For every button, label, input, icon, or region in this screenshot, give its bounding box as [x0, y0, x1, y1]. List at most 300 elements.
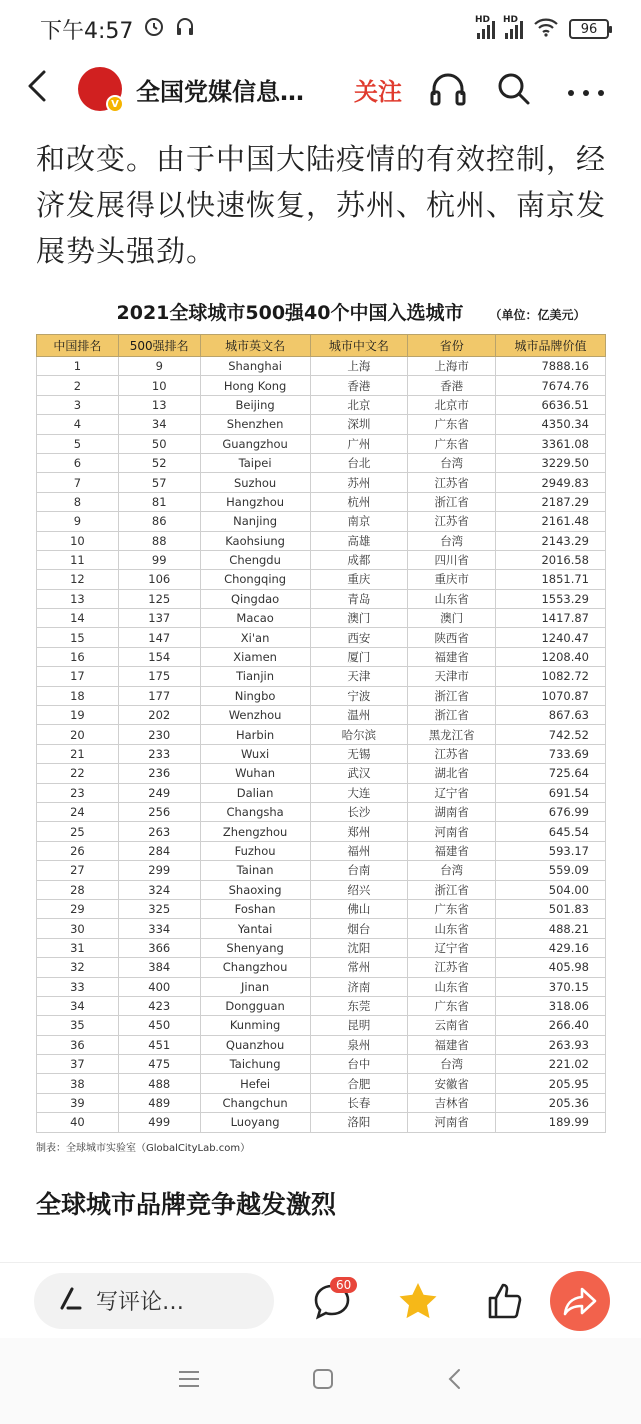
table-cell: Guangzhou: [200, 434, 310, 453]
like-button[interactable]: [476, 1273, 532, 1329]
table-cell: 福建省: [408, 1035, 496, 1054]
table-cell: 676.99: [496, 802, 606, 821]
hd-label: HD: [475, 15, 491, 25]
table-cell: 37: [37, 1055, 119, 1074]
table-cell: 福建省: [408, 841, 496, 860]
table-cell: 3: [37, 395, 119, 414]
table-cell: 泉州: [310, 1035, 408, 1054]
table-cell: 18: [37, 686, 119, 705]
table-cell: 9: [118, 357, 200, 376]
table-cell: 451: [118, 1035, 200, 1054]
table-row: [37, 996, 606, 1015]
ranking-table: [36, 334, 606, 1133]
table-cell: 南京: [310, 512, 408, 531]
table-cell: Luoyang: [200, 1113, 310, 1132]
table-cell: 四川省: [408, 550, 496, 569]
table-cell: 江苏省: [408, 512, 496, 531]
table-cell: 台湾: [408, 453, 496, 472]
table-cell: 236: [118, 764, 200, 783]
table-cell: 黑龙江省: [408, 725, 496, 744]
table-cell: 15: [37, 628, 119, 647]
table-cell: 1553.29: [496, 589, 606, 608]
table-cell: 重庆市: [408, 570, 496, 589]
table-cell: Jinan: [200, 977, 310, 996]
table-cell: 27: [37, 861, 119, 880]
table-cell: 8: [37, 492, 119, 511]
table-cell: 烟台: [310, 919, 408, 938]
table-cell: 3229.50: [496, 453, 606, 472]
table-cell: 陕西省: [408, 628, 496, 647]
table-cell: 81: [118, 492, 200, 511]
table-cell: 广东省: [408, 899, 496, 918]
table-cell: 38: [37, 1074, 119, 1093]
table-cell: 7: [37, 473, 119, 492]
column-header: 500强排名: [118, 335, 200, 357]
table-cell: 256: [118, 802, 200, 821]
table-cell: 台北: [310, 453, 408, 472]
table-cell: 浙江省: [408, 706, 496, 725]
column-header: 城市英文名: [200, 335, 310, 357]
hd-label: HD: [503, 15, 519, 25]
table-cell: 17: [37, 667, 119, 686]
table-cell: 北京市: [408, 395, 496, 414]
table-cell: 154: [118, 647, 200, 666]
table-cell: 北京: [310, 395, 408, 414]
table-cell: 189.99: [496, 1113, 606, 1132]
table-cell: Changzhou: [200, 958, 310, 977]
table-row: [37, 667, 606, 686]
table-cell: 2187.29: [496, 492, 606, 511]
table-row: [37, 725, 606, 744]
comment-placeholder: 写评论…: [96, 1290, 185, 1315]
table-cell: 147: [118, 628, 200, 647]
table-row: [37, 628, 606, 647]
table-title-row: [36, 298, 606, 334]
table-row: [37, 802, 606, 821]
table-cell: 合肥: [310, 1074, 408, 1093]
table-cell: 9: [37, 512, 119, 531]
table-row: [37, 357, 606, 376]
table-cell: Wuxi: [200, 744, 310, 763]
table-cell: 苏州: [310, 473, 408, 492]
table-cell: 湖南省: [408, 802, 496, 821]
table-cell: 昆明: [310, 1016, 408, 1035]
alarm-icon: [143, 15, 165, 43]
table-cell: 吉林省: [408, 1093, 496, 1112]
table-row: [37, 1093, 606, 1112]
table-cell: 325: [118, 899, 200, 918]
table-cell: 20: [37, 725, 119, 744]
table-cell: 40: [37, 1113, 119, 1132]
table-row: [37, 919, 606, 938]
table-row: [37, 958, 606, 977]
table-header-row: [37, 335, 606, 357]
table-cell: 13: [37, 589, 119, 608]
table-row: [37, 841, 606, 860]
table-cell: Beijing: [200, 395, 310, 414]
table-cell: 山东省: [408, 919, 496, 938]
table-cell: Harbin: [200, 725, 310, 744]
pen-icon: [58, 1286, 82, 1316]
table-cell: 50: [118, 434, 200, 453]
avatar[interactable]: [78, 67, 122, 111]
table-cell: Hangzhou: [200, 492, 310, 511]
table-cell: 400: [118, 977, 200, 996]
table-cell: 1208.40: [496, 647, 606, 666]
table-cell: 安徽省: [408, 1074, 496, 1093]
table-cell: 29: [37, 899, 119, 918]
table-cell: 广东省: [408, 434, 496, 453]
share-icon: [562, 1285, 598, 1317]
home-icon[interactable]: [311, 1367, 335, 1395]
table-row: [37, 822, 606, 841]
table-cell: 佛山: [310, 899, 408, 918]
table-row: [37, 1113, 606, 1132]
table-cell: 34: [118, 415, 200, 434]
table-cell: 233: [118, 744, 200, 763]
thumbs-up-icon: [484, 1281, 524, 1321]
battery-indicator: 96: [569, 19, 609, 39]
table-row: [37, 453, 606, 472]
table-row: [37, 395, 606, 414]
table-cell: 22: [37, 764, 119, 783]
table-cell: 台湾: [408, 1055, 496, 1074]
table-cell: 长沙: [310, 802, 408, 821]
table-cell: 1070.87: [496, 686, 606, 705]
table-cell: 429.16: [496, 938, 606, 957]
table-cell: Macao: [200, 609, 310, 628]
table-cell: 423: [118, 996, 200, 1015]
table-cell: 广州: [310, 434, 408, 453]
table-cell: 28: [37, 880, 119, 899]
table-cell: Xi'an: [200, 628, 310, 647]
table-cell: 2143.29: [496, 531, 606, 550]
table-cell: 7888.16: [496, 357, 606, 376]
table-cell: Quanzhou: [200, 1035, 310, 1054]
table-cell: Dongguan: [200, 996, 310, 1015]
table-cell: Changchun: [200, 1093, 310, 1112]
search-icon[interactable]: [494, 69, 534, 109]
table-cell: 175: [118, 667, 200, 686]
table-row: [37, 1074, 606, 1093]
comment-count-badge: 60: [330, 1277, 357, 1293]
table-cell: Hong Kong: [200, 376, 310, 395]
table-row: [37, 706, 606, 725]
table-cell: 厦门: [310, 647, 408, 666]
table-cell: Taichung: [200, 1055, 310, 1074]
table-cell: 2016.58: [496, 550, 606, 569]
table-cell: Changsha: [200, 802, 310, 821]
table-cell: 334: [118, 919, 200, 938]
table-cell: 725.64: [496, 764, 606, 783]
table-row: [37, 570, 606, 589]
table-cell: Nanjing: [200, 512, 310, 531]
bottom-action-bar: [0, 1262, 641, 1338]
table-cell: 31: [37, 938, 119, 957]
table-row: [37, 589, 606, 608]
table-cell: 324: [118, 880, 200, 899]
table-cell: 6636.51: [496, 395, 606, 414]
table-cell: 深圳: [310, 415, 408, 434]
table-cell: 4: [37, 415, 119, 434]
table-cell: 35: [37, 1016, 119, 1035]
table-body: [37, 357, 606, 1133]
table-cell: 24: [37, 802, 119, 821]
table-cell: 福州: [310, 841, 408, 860]
table-cell: 504.00: [496, 880, 606, 899]
table-cell: 广东省: [408, 996, 496, 1015]
table-cell: 52: [118, 453, 200, 472]
table-cell: 辽宁省: [408, 938, 496, 957]
table-cell: 299: [118, 861, 200, 880]
follow-button[interactable]: 关注: [354, 77, 402, 106]
table-cell: 205.95: [496, 1074, 606, 1093]
share-button[interactable]: [550, 1271, 610, 1331]
table-cell: 370.15: [496, 977, 606, 996]
table-cell: 30: [37, 919, 119, 938]
table-cell: 11: [37, 550, 119, 569]
table-cell: 733.69: [496, 744, 606, 763]
table-cell: 7674.76: [496, 376, 606, 395]
table-cell: 青岛: [310, 589, 408, 608]
top-nav: [0, 58, 641, 120]
back-icon[interactable]: [22, 66, 70, 113]
table-cell: Shenzhen: [200, 415, 310, 434]
table-cell: 湖北省: [408, 764, 496, 783]
table-cell: 1082.72: [496, 667, 606, 686]
table-cell: 福建省: [408, 647, 496, 666]
table-cell: 天津: [310, 667, 408, 686]
table-cell: 23: [37, 783, 119, 802]
table-row: [37, 1016, 606, 1035]
table-cell: 香港: [310, 376, 408, 395]
table-cell: Shanghai: [200, 357, 310, 376]
table-cell: 499: [118, 1113, 200, 1132]
table-row: [37, 744, 606, 763]
system-nav-bar: [0, 1338, 641, 1424]
table-cell: 202: [118, 706, 200, 725]
table-row: [37, 473, 606, 492]
table-cell: 浙江省: [408, 686, 496, 705]
table-row: [37, 376, 606, 395]
table-cell: 405.98: [496, 958, 606, 977]
table-row: [37, 434, 606, 453]
table-cell: 450: [118, 1016, 200, 1035]
nav-back-icon[interactable]: [445, 1367, 465, 1395]
table-cell: 台南: [310, 861, 408, 880]
table-cell: 205.36: [496, 1093, 606, 1112]
table-cell: 284: [118, 841, 200, 860]
table-cell: 绍兴: [310, 880, 408, 899]
table-row: [37, 783, 606, 802]
table-row: [37, 899, 606, 918]
table-cell: Xiamen: [200, 647, 310, 666]
table-row: [37, 550, 606, 569]
table-row: [37, 512, 606, 531]
table-source: 制表：全球城市实验室（GlobalCityLab.com）: [36, 1142, 251, 1154]
table-cell: 4350.34: [496, 415, 606, 434]
table-cell: Shaoxing: [200, 880, 310, 899]
table-cell: 2949.83: [496, 473, 606, 492]
table-cell: 57: [118, 473, 200, 492]
table-row: [37, 764, 606, 783]
table-cell: 沈阳: [310, 938, 408, 957]
table-cell: Kunming: [200, 1016, 310, 1035]
status-bar: [0, 0, 641, 58]
table-cell: 郑州: [310, 822, 408, 841]
table-cell: Suzhou: [200, 473, 310, 492]
table-cell: Fuzhou: [200, 841, 310, 860]
table-cell: 19: [37, 706, 119, 725]
table-cell: 5: [37, 434, 119, 453]
table-cell: 2161.48: [496, 512, 606, 531]
table-cell: 10: [118, 376, 200, 395]
table-cell: 12: [37, 570, 119, 589]
table-cell: 河南省: [408, 822, 496, 841]
verified-icon: V: [106, 95, 124, 113]
table-cell: 山东省: [408, 977, 496, 996]
more-icon[interactable]: [566, 74, 606, 104]
table-cell: Kaohsiung: [200, 531, 310, 550]
favorite-button[interactable]: [390, 1273, 446, 1329]
table-cell: Chongqing: [200, 570, 310, 589]
table-cell: 河南省: [408, 1113, 496, 1132]
table-cell: 1240.47: [496, 628, 606, 647]
table-row: [37, 977, 606, 996]
table-cell: 上海市: [408, 357, 496, 376]
table-row: [37, 880, 606, 899]
table-cell: 501.83: [496, 899, 606, 918]
table-row: [37, 861, 606, 880]
table-cell: 浙江省: [408, 492, 496, 511]
table-cell: 34: [37, 996, 119, 1015]
table-cell: Ningbo: [200, 686, 310, 705]
table-row: [37, 492, 606, 511]
table-cell: Yantai: [200, 919, 310, 938]
table-unit: （单位：亿美元）: [489, 308, 586, 322]
table-cell: 哈尔滨: [310, 725, 408, 744]
table-cell: 36: [37, 1035, 119, 1054]
section-heading: 全球城市品牌竞争越发激烈: [36, 1190, 337, 1219]
headphones-icon: [175, 15, 195, 43]
table-cell: 广东省: [408, 415, 496, 434]
table-cell: 106: [118, 570, 200, 589]
table-row: [37, 609, 606, 628]
table-cell: 1851.71: [496, 570, 606, 589]
table-title: 2021全球城市500强40个中国入选城市: [116, 302, 464, 324]
table-cell: 88: [118, 531, 200, 550]
table-cell: 32: [37, 958, 119, 977]
table-cell: 86: [118, 512, 200, 531]
table-cell: 366: [118, 938, 200, 957]
table-row: [37, 415, 606, 434]
table-cell: Foshan: [200, 899, 310, 918]
ranking-table-image: [36, 298, 606, 1154]
table-cell: 488: [118, 1074, 200, 1093]
table-cell: 99: [118, 550, 200, 569]
table-cell: 593.17: [496, 841, 606, 860]
table-cell: Hefei: [200, 1074, 310, 1093]
menu-icon[interactable]: [177, 1369, 201, 1393]
table-cell: 1: [37, 357, 119, 376]
account-name[interactable]: 全国党媒信息…: [136, 77, 304, 106]
column-header: 城市中文名: [310, 335, 408, 357]
table-cell: 21: [37, 744, 119, 763]
table-cell: Wenzhou: [200, 706, 310, 725]
table-cell: 西安: [310, 628, 408, 647]
table-cell: 125: [118, 589, 200, 608]
table-cell: 澳门: [310, 609, 408, 628]
table-cell: 宁波: [310, 686, 408, 705]
table-row: [37, 1035, 606, 1054]
table-cell: 249: [118, 783, 200, 802]
table-cell: 浙江省: [408, 880, 496, 899]
table-cell: 318.06: [496, 996, 606, 1015]
article-paragraph: 和改变。由于中国大陆疫情的有效控制，经济发展得以快速恢复，苏州、杭州、南京发展势头强劲。: [36, 142, 607, 268]
table-cell: 39: [37, 1093, 119, 1112]
table-cell: 成都: [310, 550, 408, 569]
column-header: 中国排名: [37, 335, 119, 357]
table-cell: 263: [118, 822, 200, 841]
table-cell: 山东省: [408, 589, 496, 608]
table-cell: 上海: [310, 357, 408, 376]
table-cell: 221.02: [496, 1055, 606, 1074]
table-row: [37, 1055, 606, 1074]
table-cell: 高雄: [310, 531, 408, 550]
table-cell: 488.21: [496, 919, 606, 938]
comment-button[interactable]: [304, 1273, 360, 1329]
table-cell: Wuhan: [200, 764, 310, 783]
table-cell: 杭州: [310, 492, 408, 511]
table-row: [37, 647, 606, 666]
table-cell: 台湾: [408, 861, 496, 880]
table-cell: Taipei: [200, 453, 310, 472]
table-cell: 武汉: [310, 764, 408, 783]
table-cell: 云南省: [408, 1016, 496, 1035]
table-cell: 177: [118, 686, 200, 705]
column-header: 城市品牌价值: [496, 335, 606, 357]
table-cell: 济南: [310, 977, 408, 996]
table-cell: 645.54: [496, 822, 606, 841]
table-cell: 1417.87: [496, 609, 606, 628]
table-cell: 东莞: [310, 996, 408, 1015]
table-cell: 230: [118, 725, 200, 744]
table-cell: 137: [118, 609, 200, 628]
table-cell: 江苏省: [408, 744, 496, 763]
table-cell: 14: [37, 609, 119, 628]
table-cell: 常州: [310, 958, 408, 977]
status-time: 下午4:57: [40, 18, 134, 44]
table-cell: Chengdu: [200, 550, 310, 569]
table-cell: 辽宁省: [408, 783, 496, 802]
wifi-icon: [533, 17, 559, 41]
comment-input[interactable]: [34, 1273, 274, 1329]
table-cell: 489: [118, 1093, 200, 1112]
table-cell: 香港: [408, 376, 496, 395]
table-row: [37, 531, 606, 550]
table-cell: 2: [37, 376, 119, 395]
table-cell: 洛阳: [310, 1113, 408, 1132]
table-cell: 无锡: [310, 744, 408, 763]
table-cell: 25: [37, 822, 119, 841]
headphones-icon[interactable]: [428, 69, 468, 109]
table-cell: 3361.08: [496, 434, 606, 453]
table-cell: 263.93: [496, 1035, 606, 1054]
table-row: [37, 938, 606, 957]
table-cell: 澳门: [408, 609, 496, 628]
table-cell: Shenyang: [200, 938, 310, 957]
table-cell: 16: [37, 647, 119, 666]
